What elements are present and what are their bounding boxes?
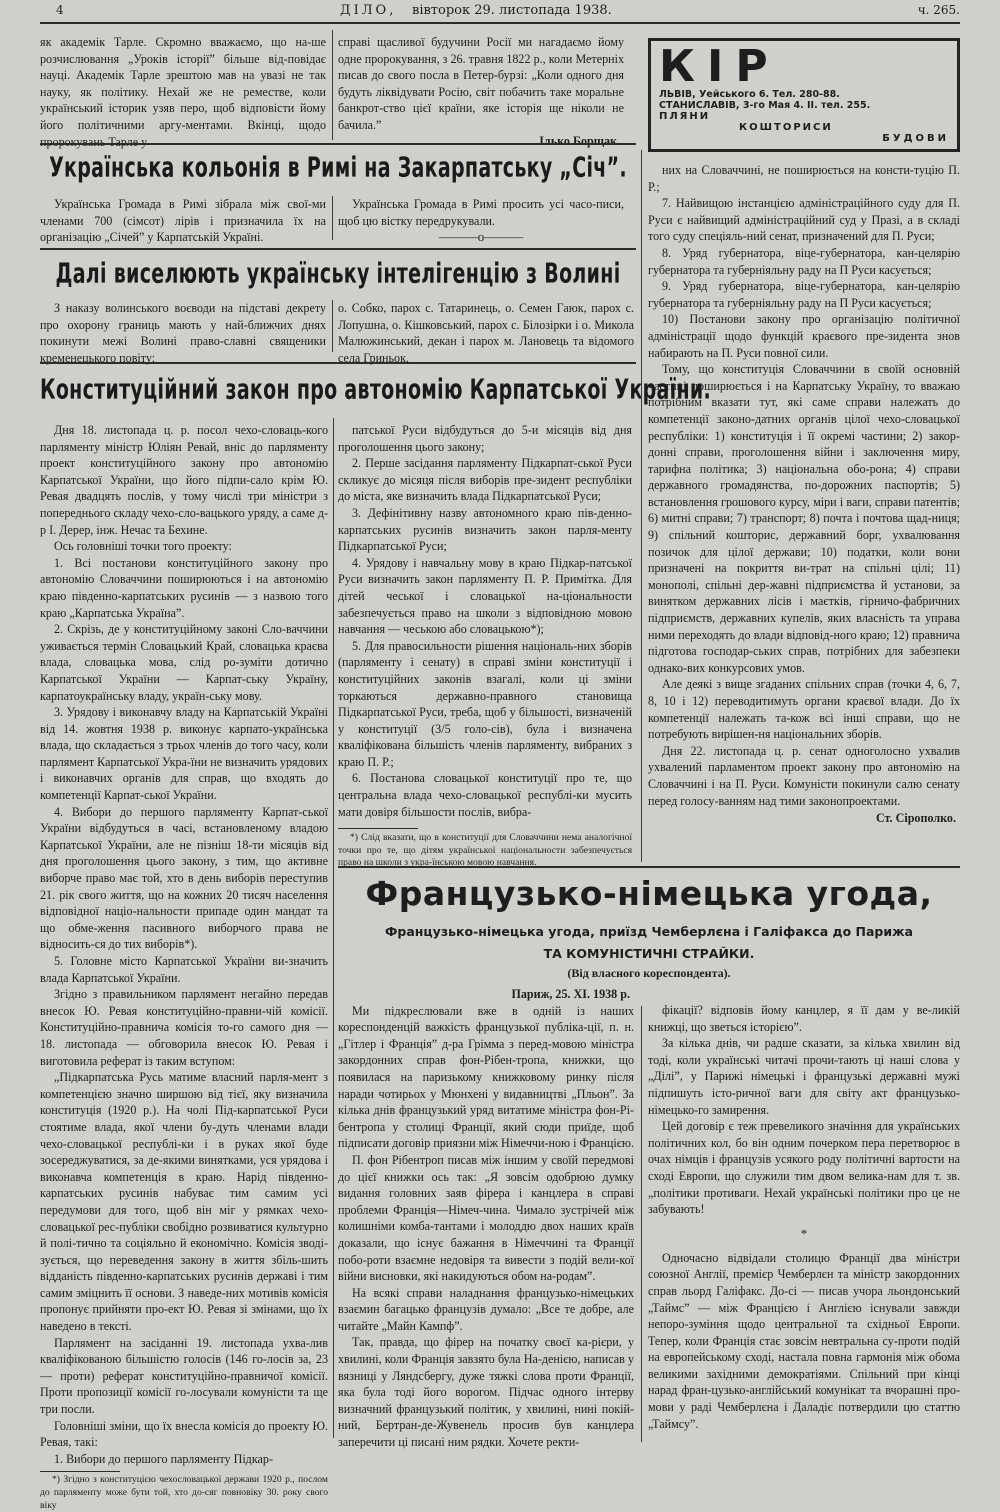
- paragraph: Парлямент на засіданні 19. листопада ухва-лив кваліфікованою більшістю голосів (146 го-лосів за, 23 — проти) реферат конституційно-правничої комісії. Проти пропозиції комісії го-лосували комуністи та ще три посли.: [40, 1335, 328, 1417]
- franco-headline: Французько-німецька угода,: [365, 874, 933, 913]
- ad-buildings: БУДОВИ: [882, 133, 949, 144]
- franco-correspondent: (Від власного кореспондента).: [567, 966, 731, 980]
- paragraph: 10) Постанови закону про організацію політичної адміністрації щодо функцій краєвого пре-зидента знов набирають на П. Руси повної сили.: [648, 312, 960, 360]
- column-divider: [333, 418, 334, 1438]
- franco-col2: [648, 1002, 960, 1432]
- masthead-rule: [40, 22, 960, 24]
- column-divider: [332, 300, 333, 352]
- paragraph: Ми підкреслювали вже в одній із наших кореспонденцій важкість французької публіка-ції, п. н. „Гітлер і Франція” д-ра Грімма з перед-мовою міністра закордонних справ фон-Рібен-тропа, книжки, що появилася на паризькому книжковому ринку після наради чотирьох у Мюнхені у видавництві „Пльон”. За кілька днів французький уряд витатиме міністра фон-Рі-бентропа у столиці Франції, який сюди приїде, щоб підписати договір приязни між Німеччи-ною і Францією.: [338, 1003, 634, 1151]
- paragraph: Дня 22. листопада ц. р. сенат одноголосно ухвалив ухвалений парламентом проект закону про автономію на Словаччині і на П. Руси. Комуністи покинули салю сенату перед голосу-ванням над тими законопроектами.: [648, 743, 960, 808]
- section-rule: [40, 362, 636, 364]
- paragraph: 4. Урядову і навчальну мову в краю Підкар-патської Руси визначить закон парляменту П. Р. Примітка. Для дітей чеської і словацької на-ціональности забезпечується право на школи з відповідною мовою навчання — чеською або словацькою*);: [338, 555, 632, 637]
- top-left-text: як академік Тарле. Скромно вважаємо, що на-ше розчислювання „Уроків історії” більше від-повідає науці. Академік Тарле зрештою мав на увазі не так науку, як політику. Нехай же не реместве, коли український історик узяв перо, щоб відповісти йому його політичними аргу-ментами. Вкінці, щодо пророкувань Тарле у: [40, 35, 326, 149]
- separator-star: *: [800, 1225, 808, 1241]
- footnote-rule: [40, 1471, 120, 1472]
- ad-address-lviv: ЛЬВІВ, Уейського 6. Тел. 280-88.: [659, 89, 840, 100]
- column-divider: [641, 150, 642, 862]
- paragraph: 2. Скрізь, де у конституційному законі Сло-ваччини уживається термін Словацький Край, словацька краєва влада, словацька мова, слід ро-зуміти дотично Карпатської України — Карпат-ську Україну, карпатоукраїнську владу, україн-ську мову.: [40, 622, 328, 703]
- volyn-left-text: З наказу волинського воєводи на підставі декрету про охорону границь мають у най-ближчих днях покинути межі Волині право-славні священики кременецького повіту:: [40, 301, 326, 365]
- paragraph: 5. Головне місто Карпатської України ви-значить влада Карпатської України.: [40, 954, 328, 985]
- paragraph: Згідно з правильником парлямент негайно передав внесок Ю. Ревая конституційно-правни-чій комісії. Конституційно-правнича комісія то-го самого дня — 18. листопада — обговорила внесок Ю. Ревая і виготовила реферат із таким вступом:: [40, 987, 328, 1068]
- paragraph: Але деякі з вище згаданих спільних справ (точки 4, 6, 7, 8, 10 і 12) переводитимуть органи краєвої влади. До їх компетенції належать та-кож всі інші справи, що не потребують вирішен-ня національних зборів.: [648, 677, 960, 742]
- paragraph: 6. Постанова словацької конституції про те, що центральна влада чехо-словацької республі-ки мусить мати довіря більшости послів, вибра-: [338, 771, 632, 819]
- footnote-rule: [338, 828, 418, 829]
- column-divider: [332, 196, 333, 240]
- volyn-headline: Далі виселюють українську інтелігенцію з Волині: [55, 258, 621, 290]
- ornament: ———o———: [438, 229, 524, 245]
- constitution-headline: Конституційний закон про автономію Карпатської України.: [40, 374, 712, 406]
- constitution-col2: [338, 422, 632, 870]
- paper-name: ДІЛО,: [340, 3, 397, 18]
- paragraph: „Підкарпатська Русь матиме власний парля-мент з компетенцією значно ширшою від тієї, яку визначила конституція (1920 р.). На чолі Під-карпатської Руси стоятиме влада, якої члени бу-дуть членами влади чехо-словацької республі-ки і в руках якої буде зосереджуватися, за де-якими винятками, уся урядова і виконавча компетенція в краю. Нарід південно-карпатських русинів набуває тим самим усі передумови для того, щоб він міг у рямках чехо-словацької рес-публіки свобідно розвиватися культурно й полі-тично та соціяльно й економічно. Комісія зводі-зується, що переведення закону в життя збіль-шить відданість південно-карпатських русинів державі і тим самим зміцнить її основи. З наведе-них мотивів комісія пропонує прийняти про-ект Ю. Ревая зі змінами, що їх наведено в тексті.: [40, 1070, 328, 1334]
- paragraph: Одночасно відвідали столицю Франції два міністри союзної Англії, премієр Чемберлєн та міністр закордонних справ льорд Галіфакс. До-сі — писав учора льондонський „Таймс” — між Францією і Англією існували завжди непоро-зуміння щодо центральної та східньої Европи. Тепер, коли Франція стає зовсім невтральна су-проти подій на европейському сході, настала повна гармонія між обома великими західними демократіями. Спільний при кінці нарад фран-цузько-англійський комунікат та вчорашні про-мови у раді Чемберлєна і Даладіє потвердили цю статтю „Таймсу”.: [648, 1250, 960, 1431]
- issue-number: ч. 265.: [917, 3, 960, 17]
- paragraph: фікації? відповів йому канцлер, я її дам у ве-ликій книжці, що зветься історією”.: [648, 1003, 960, 1034]
- paragraph: 2. Перше засідання парляменту Підкарпат-ської Руси скликує до місяця після виборів пре-зидент республіки до міста, яке визначить влада Підкарпатської Руси;: [338, 456, 632, 504]
- rome-right: [338, 196, 624, 245]
- dateline: Париж, 25. XI. 1938 р.: [511, 987, 630, 1001]
- paragraph: Ось головніші точки того проекту:: [54, 539, 232, 554]
- column-divider: [332, 30, 333, 140]
- section-rule: [40, 143, 636, 145]
- rome-left-text: Українська Громада в Римі зібрала між свої-ми членами 700 (сімсот) лірів і призначила їх на організацію „Січей” у Карпатській Україні.: [40, 197, 326, 245]
- paragraph: Тому, що конституція Словаччини в своїй основній частині поширюється і на Карпатську Україну, то вважаю потрібним вказати тут, які саме справи належать до компетенції законо-датних органів цілої чехо-словацької республіки: 1) конституція і її окремі частини; 2) закор-донні справи, проголошення війни і заключення миру, тарифна політика; 3) національна обо-рона; 4) справи державного громадянства, по-дорожних паспортів; 5) встановлення грошового курсу, міри і ваги, справи патентів; 6) митні справи; 7) транспорт; 8) почта і почтова щад-ниця; 9) спільний кошторис, державний борг, ухвалювання позичок для цілої держави; 10) податки, коли вони призначені на покриття ви-трат на спільні цілі; 11) монополі, спільні дер-жавні підприємства й установи, за винятком державних лісів і маєтків, гірничо-фабричних підприємств, державних купелів, яких власність та управа ними переходять до влади відповід-ного краю; 12) правнича підготова господар-ських справ, потрібних для забезпеки однако-вих конкурсових умов.: [648, 362, 960, 675]
- column-divider: [641, 1006, 642, 1442]
- section-rule: [40, 248, 636, 250]
- paragraph: П. фон Рібентроп писав між іншим у своїй передмові до цієї книжки ось так: „Я зовсім одобрюю думку видання головних заяв фірера і канцлера в справі проблеми Франція—Німеч-чина. Чимало зустрічей між колишніми комба-тантами і молоддю двох наших країв доказали, що існує бажання в Німеччині та Франції побо-роти взаємне недовіря та вивести з подій вели-кої війни висновки, які накидуються обом на-родам”.: [338, 1152, 634, 1284]
- kir-advertisement: [648, 38, 960, 152]
- paragraph: 3. Урядову і виконавчу владу на Карпатській Україні від 14. жовтня 1938 р. виконує карпато-українська влада, що складається з трьох членів до того часу, коли парлямент Карпатської Укра-їни не визначить урядових і виконавчих органів для справ, що входять до компетенції Карпат-ської України.: [40, 705, 328, 803]
- paragraph: 3. Дефінітивну назву автономного краю пів-денно-карпатських русинів визначить закон парля-менту Підкарпатської Руси;: [338, 505, 632, 554]
- signature: Ст. Сірополко.: [875, 811, 956, 826]
- footnote: *) Згідно з конституцією чехословацької держави 1920 р., послом до парляменту може бути той, хто до-сяг повновіку 30. року свого віку: [40, 1474, 328, 1511]
- rome-headline: Українська кольонія в Римі на Закарпатську „Січ”.: [49, 152, 627, 184]
- paragraph: 1. Всі постанови конституційного закону про автономію Словаччини поширюються і на автономію краю південно-карпатських русинів — з назвою того краю „Карпатська Україна”.: [40, 555, 328, 620]
- ad-brand: КІР: [659, 41, 780, 92]
- franco-col1: [338, 986, 634, 1451]
- paragraph: 1. Вибори до першого парляменту Підкар-: [54, 1451, 273, 1466]
- paragraph: 7. Найвищою інстанцією адміністраційного суду для П. Руси є найвищий адміністраційний суд у Празі, а в складі того суду спеціяль-ний сенат, призначений для П. Руси;: [648, 196, 960, 244]
- issue-date: вівторок 29. листопада 1938.: [412, 3, 612, 18]
- volyn-right-text: о. Собко, парох с. Татаринець, о. Семен Гаюк, парох с. Лопушна, о. Кішковський, парох с. Білозірки і о. Микола Малюжинський, декан і парох м. Лановець та відомого села Гриньок.: [338, 301, 634, 365]
- franco-subhead: Французько-німецька угода, приїзд Чемберлєна і Галіфакса до Парижа: [385, 924, 913, 939]
- right-column-article: [648, 162, 960, 826]
- paragraph: 4. Вибори до першого парляменту Карпат-ської України відбудуться в часі, встановленому владою Карпатської України, але не пізніш 18-ти місяців від дня проголошення цього закону, з тим, що активне виборче право має той, хто в день виборів переступив 21. рік свого життя, що на кожних 20 тисяч населення відповідної націо-нальности припаде один мандат та що обме-ження пасивного виборчого права не відносить-ся до тих виборів*).: [40, 804, 328, 952]
- paragraph: патської Руси відбудуться до 5-и місяців від дня проголошення цього закону;: [338, 423, 632, 454]
- constitution-col1: [40, 422, 328, 1512]
- signature: Ілько Борщак.: [539, 133, 620, 148]
- page-number: 4: [56, 3, 64, 17]
- rome-right-text: Українська Громада в Римі просить усі часо-писи, щоб цю вістку передрукували.: [338, 197, 624, 228]
- paragraph: На всякі справи наладнання французько-німецьких взаємин багацько французів думало: „Все те добре, але читайте „Майн Кампф”.: [338, 1285, 634, 1333]
- paragraph: Дня 18. листопада ц. р. посол чехо-словаць-кого парляменту міністр Юліян Ревай, вніс до парляменту проект конституційного закону про автономію Карпатської України, що його підпи-сало крім Ю. Ревая двадцять послів, у тому числі три міністри з попереднього складу чехо-сло-вацького уряду, а саме д-р І. Дерер, інж. Нечас та Бехине.: [40, 423, 328, 537]
- paragraph: 5. Для правосильности рішення національ-них зборів (парляменту і сенату) в справі зміни конституції і конституційних законів взагалі, коли ці зміни торкаються державно-правного становища Підкарпатської Руси, треба, щоб у більшості, визначеній у конституції (3/5 голо-сів), була і визначена кваліфікована більшість членів парляменту, вибраних з краю П. Р.;: [338, 638, 632, 769]
- paragraph: 8. Уряд губернатора, віце-губернатора, кан-целярію губернатора та губерніяльну раду на П Руси касується;: [648, 245, 960, 277]
- paragraph: Так, правда, що фірер на початку своєї ка-рієри, у хвилині, коли Франція завзято була На-денією, написав у вязниці у Ляндсбергу, дуже тяжкі слова проти Франції, яка була тоді його ворогом. Підчас одного інтерву визначний французький політик, у хвилині, нині покій-ний, Бертран-де-Жувенель просив був канцлера заперечити ці писані ним рядки. Хочете ректи-: [338, 1335, 634, 1450]
- paragraph: них на Словаччині, не поширюється на консти-туцію П. Р.;: [648, 163, 960, 194]
- footnote: *) Слід вказати, що в конституції для Словаччини нема аналогічної точки про те, що дітям української національности забезпечується право на школи з укра-їнською мовою навчання.: [338, 832, 632, 869]
- masthead: [40, 3, 960, 23]
- ad-plans: ПЛЯНИ: [659, 111, 711, 122]
- paragraph: За кілька днів, чи радше сказати, за кілька хвилин від тоді, коли українські читачі прочи-тають ці наші слова у „Ділі”, у Парижі німецькі і французькі державні мужі підпишуть істо-ричної ваги для світу акт французько-німецько-го замирення.: [648, 1036, 960, 1117]
- top-mid-text: справі щасливої будучини Росії ми нагадаємо йому одне пророкування, з 26. травня 1822 р., коли Метерніх писав до свого посла в Петер-бурзі: „Коли одного дня будуть ліквідувати Росію, світ побачить таке моральне банкрот-ство цієї країни, яке історія ще ніколи не бачила.”: [338, 35, 624, 132]
- paragraph: 9. Уряд губернатора, віце-губернатора, кан-целярію губернатора та губерніяльну раду на П Руси касується;: [648, 279, 960, 310]
- ad-estimates: КОШТОРИСИ: [739, 122, 833, 133]
- section-rule: [338, 866, 960, 868]
- top-mid-article: [338, 34, 624, 149]
- paragraph: Цей договір є теж превеликого значіння для українських політичних кол, бо він одним почерком пера перетворює в очах німців і французів усякого роду політичні вартости на сході Европи, що служили тим двом велика-нам для т. зв. „політики противаги. Нехай українські політики про це не забувають!: [648, 1119, 960, 1217]
- ad-address-stanyslaviv: СТАНИСЛАВІВ, 3-го Мая 4. II. тел. 255.: [659, 100, 871, 111]
- franco-subhead-strikes: ТА КОМУНІСТИЧНІ СТРАЙКИ.: [543, 946, 755, 961]
- paragraph: Головніші зміни, що їх внесла комісія до проекту Ю. Ревая, такі:: [40, 1418, 328, 1450]
